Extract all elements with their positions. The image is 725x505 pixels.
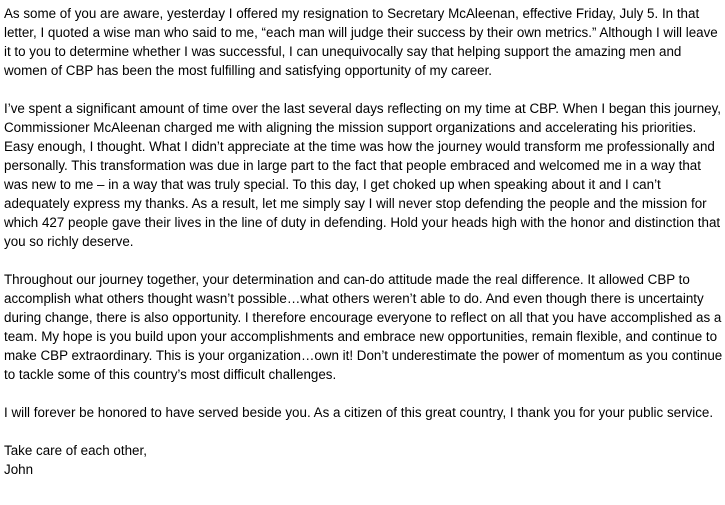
closing-line: Take care of each other,: [4, 443, 147, 458]
paragraph-journey: Throughout our journey together, your determination and can-do attitude made the real difference. It allowed CBP to accomplish what others thought wasn’t possible…what others weren’t able to do. And even though there is uncertainty during change, there is also opportunity. I therefore encourage everyone to reflect on all that you have accomplished as a team. My hope is you build upon your accomplishments and embrace new opportunities, remain flexible, and continue to make CBP extraordinary. This is your organization…own it! Don’t underestimate the power of momentum as you continue to tackle some of this country’s most difficult challenges.: [4, 272, 723, 382]
paragraph-resignation: As some of you are aware, yesterday I offered my resignation to Secretary McAleenan, effective Friday, July 5. In that letter, I quoted a wise man who said to me, “each man will judge their success by their own metrics.” Although I will leave it to you to determine whether I was successful, I can unequivocally say that helping support the amazing men and women of CBP has been the most fulfilling and satisfying opportunity of my career.: [4, 6, 718, 78]
paragraph-thanks: I will forever be honored to have served beside you. As a citizen of this great country, I thank you for your public service.: [4, 405, 714, 420]
paragraph-reflection: I’ve spent a significant amount of time over the last several days reflecting on my time at CBP. When I began this journey, Commissioner McAleenan charged me with aligning the mission support organizations and accelerating his priorities. Easy enough, I thought. What I didn’t appreciate at the time was how the journey would transform me professionally and personally. This transformation was due in large part to the fact that people embraced and welcomed me in a way that was new to me – in a way that was truly special. To this day, I get choked up when speaking about it and I can’t adequately express my thanks. As a result, let me simply say I will never stop defending the people and the mission for which 427 people gave their lives in the line of duty in defending. Hold your heads high with the honor and distinction that you so richly deserve.: [4, 101, 722, 249]
signature: John: [4, 462, 34, 477]
